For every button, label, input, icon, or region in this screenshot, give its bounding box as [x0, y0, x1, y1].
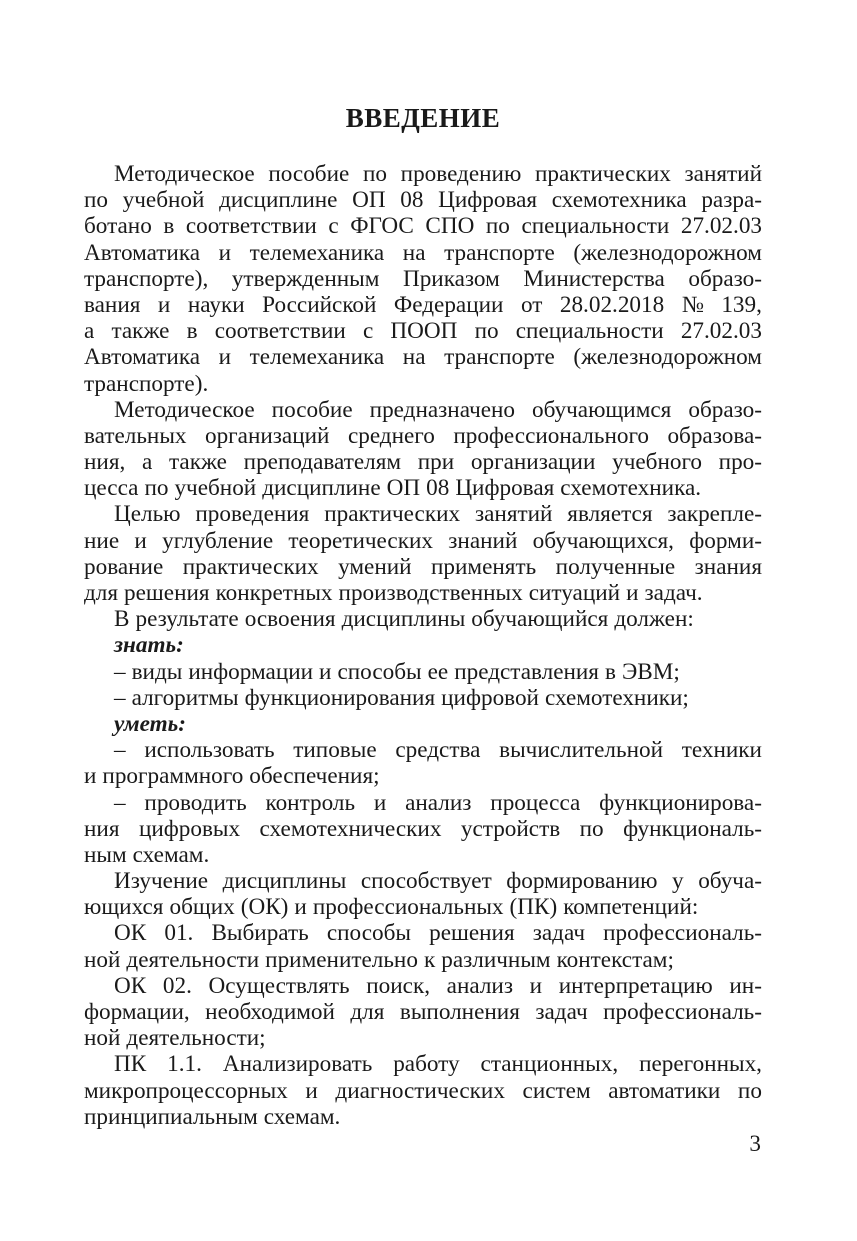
word: Цифровая — [438, 187, 538, 214]
word: – — [114, 658, 126, 685]
word: образо- — [688, 396, 762, 423]
word: схемотехники; — [544, 684, 689, 711]
word: транспорте). — [84, 370, 209, 397]
word: обучающийся — [471, 606, 609, 633]
word: функционирова- — [599, 789, 762, 816]
word: анализ — [405, 789, 472, 816]
word: способствует — [360, 868, 492, 895]
word: (железнодорожном — [573, 239, 762, 266]
word: ее — [427, 658, 449, 685]
word: телемеханика — [249, 239, 385, 266]
word: на — [402, 344, 426, 371]
word: 28.02.2018 — [559, 291, 665, 318]
word: работу — [393, 1051, 460, 1078]
text-line — [84, 842, 762, 868]
word: алгоритмы — [131, 684, 239, 711]
word: профессиональ- — [603, 999, 762, 1025]
word: форми- — [689, 527, 762, 554]
word: задач — [535, 999, 588, 1025]
text-line — [84, 423, 762, 449]
text-line — [84, 187, 762, 213]
word: по — [474, 318, 499, 345]
word: и — [134, 527, 147, 554]
word: (ОК) — [240, 894, 289, 921]
word: а — [141, 449, 153, 476]
word: контроль — [265, 789, 356, 816]
word: (ПК) — [509, 894, 558, 921]
word: должен: — [614, 606, 694, 633]
word: формации, — [84, 999, 190, 1025]
word: проведения — [195, 501, 310, 528]
word: преподавателям — [243, 449, 402, 476]
word: способы — [337, 658, 422, 685]
word: СПО — [425, 213, 475, 240]
text-line — [84, 1078, 762, 1104]
word: цифровой — [441, 684, 539, 711]
word: соответствии — [214, 318, 346, 345]
word: – — [114, 737, 126, 764]
word: 01. — [164, 920, 194, 947]
text-line — [84, 318, 762, 344]
word: ОК — [114, 920, 147, 947]
word: дисциплины — [222, 868, 347, 895]
word: микропроцессорных — [84, 1077, 288, 1104]
word: автоматики — [608, 1077, 721, 1104]
word: Методическое — [114, 396, 255, 423]
word: обуча- — [698, 868, 762, 895]
word: ной — [84, 946, 121, 973]
word: процесса — [490, 789, 581, 816]
word: ин- — [729, 972, 762, 999]
word: результате — [135, 606, 239, 633]
page-number: 3 — [749, 1131, 761, 1157]
word: схемам. — [132, 841, 210, 868]
word: систем — [522, 1077, 591, 1104]
word: использовать — [144, 737, 275, 764]
word: для — [350, 999, 385, 1025]
word: полученные — [555, 553, 676, 580]
word: виды — [131, 658, 183, 685]
word: ной — [84, 1025, 121, 1052]
word: перегонных, — [639, 1051, 762, 1078]
text-line — [84, 920, 762, 946]
word: В — [114, 606, 130, 633]
word: транспорте), — [84, 265, 209, 292]
word: при — [417, 449, 455, 476]
word: теоретических — [288, 527, 433, 554]
word: ния, — [84, 449, 126, 476]
word: дисциплины — [341, 606, 466, 633]
word: техники — [681, 737, 762, 764]
word: углубление — [162, 527, 274, 554]
text-line — [84, 999, 762, 1025]
word: компетенций: — [563, 894, 699, 921]
word: по — [737, 1077, 762, 1104]
word: № — [681, 291, 704, 318]
word: 02. — [162, 972, 192, 999]
text-line — [84, 292, 762, 318]
word: принципиальным — [84, 1103, 258, 1130]
page-title: ВВЕДЕНИЕ — [345, 103, 501, 133]
word: контекстам; — [556, 946, 674, 973]
word: и — [218, 344, 232, 371]
word: также — [168, 449, 227, 476]
word: предназначено — [369, 396, 516, 423]
word: Осуществлять — [208, 972, 350, 999]
word: применять — [431, 553, 537, 580]
word: выполнения — [399, 999, 520, 1025]
word: устройств — [460, 815, 561, 842]
word: профессиональных — [312, 894, 504, 921]
word: Изучение — [114, 868, 209, 895]
word: разра- — [701, 187, 762, 214]
word: функционирования — [244, 684, 436, 711]
word: специальности — [521, 213, 670, 240]
word: учебного — [612, 449, 702, 476]
word: интерпретацию — [558, 972, 713, 999]
word: является — [567, 501, 653, 528]
word: науки — [187, 291, 245, 318]
text-line — [84, 213, 762, 239]
word: освоения — [244, 606, 336, 633]
word: для — [84, 580, 119, 606]
word: Цифровая — [455, 475, 555, 502]
text-line — [84, 659, 762, 685]
text-line — [84, 790, 762, 816]
word: типовые — [293, 737, 377, 764]
word: способы — [326, 920, 411, 947]
word: соответствии — [185, 213, 317, 240]
word: схемотехнических — [259, 815, 442, 842]
word: знаний — [448, 527, 518, 554]
text-line — [84, 606, 762, 632]
word: применительно — [265, 946, 418, 973]
word: ОП — [352, 187, 386, 214]
text-line — [84, 737, 762, 763]
word: деятельности; — [126, 1025, 266, 1052]
document-body — [84, 161, 762, 1130]
word: ЭВМ; — [621, 658, 680, 685]
word: Автоматика — [84, 344, 201, 371]
text-line — [84, 161, 762, 187]
word: ОК — [114, 972, 147, 999]
text-line — [84, 371, 762, 397]
word: схемотехника — [551, 187, 687, 214]
word: производственных — [338, 580, 523, 606]
text-line — [84, 868, 762, 894]
word: диагностических — [335, 1077, 505, 1104]
text-line — [84, 894, 762, 920]
word: пособие — [271, 396, 353, 423]
word: общих — [169, 894, 235, 921]
text-line — [84, 397, 762, 423]
word: ботано — [84, 213, 152, 240]
word: утвержденным — [231, 265, 380, 292]
word: конкретных — [215, 580, 333, 606]
word: практических — [534, 161, 671, 187]
word: Методическое — [114, 161, 255, 187]
text-line — [84, 1104, 762, 1130]
word: практических — [182, 553, 319, 580]
word: знания — [694, 553, 762, 580]
word: Автоматика — [84, 239, 201, 266]
word: ситуаций — [528, 580, 621, 606]
text-line — [84, 1051, 762, 1077]
word: формированию — [506, 868, 658, 895]
word: специальности — [515, 318, 664, 345]
word: программного — [102, 763, 244, 790]
word: ПК — [114, 1051, 147, 1078]
word: по — [144, 475, 169, 502]
word: ние — [84, 527, 120, 554]
word: проведению — [400, 161, 522, 187]
word: и — [84, 763, 97, 790]
word: вычислительной — [499, 737, 663, 764]
word: ФГОС — [350, 213, 414, 240]
word: по — [84, 187, 109, 214]
word: задач — [532, 920, 586, 947]
word: в — [186, 318, 198, 345]
word: и — [305, 1077, 318, 1104]
text-line — [84, 501, 762, 527]
word: функциональ- — [623, 815, 762, 842]
text-line — [84, 475, 762, 501]
word: по — [485, 213, 510, 240]
word: Целью — [114, 501, 181, 528]
word: Российской — [262, 291, 377, 318]
text-line — [84, 528, 762, 554]
word: образова- — [667, 422, 762, 449]
word: информации — [188, 658, 314, 685]
word: и — [529, 972, 543, 999]
word: – — [114, 684, 126, 711]
word: дисциплине — [219, 187, 338, 214]
word: а — [84, 318, 95, 345]
word: также — [111, 318, 170, 345]
word: Министерства — [523, 265, 665, 292]
word: Выбирать — [211, 920, 309, 947]
word: ным — [84, 841, 127, 868]
word: от — [520, 291, 543, 318]
word: учебной — [174, 475, 257, 502]
word: и — [157, 291, 171, 318]
word: пособие — [268, 161, 350, 187]
word: в — [163, 213, 175, 240]
word: среднего — [347, 422, 435, 449]
word: профессионального — [453, 422, 649, 449]
text-line — [84, 344, 762, 370]
word: ния — [84, 815, 120, 842]
word: организаций — [204, 422, 330, 449]
word: и — [373, 789, 387, 816]
word: проводить — [144, 789, 247, 816]
text-line — [84, 240, 762, 266]
word: (железнодорожном — [573, 344, 762, 371]
word: деятельности — [126, 946, 260, 973]
word: обеспечения; — [249, 763, 380, 790]
word: учебной — [122, 187, 205, 214]
word: решения — [124, 580, 210, 606]
text-line — [84, 763, 762, 789]
word: знать: — [114, 632, 184, 659]
word: занятий — [684, 161, 762, 187]
word: с — [328, 213, 339, 240]
word: различным — [441, 946, 551, 973]
text-line — [84, 449, 762, 475]
word: 1.1. — [167, 1051, 202, 1078]
word: обучающимся — [532, 396, 672, 423]
word: представления — [454, 658, 599, 685]
word: организации — [470, 449, 596, 476]
text-line — [84, 973, 762, 999]
word: и — [218, 239, 232, 266]
text-line — [84, 266, 762, 292]
word: умений — [338, 553, 412, 580]
word: задач. — [644, 580, 703, 606]
word: закрепле- — [667, 501, 762, 528]
word: необходимой — [205, 999, 335, 1025]
word: и — [626, 580, 639, 606]
word: вания — [84, 291, 141, 318]
word: по — [362, 161, 387, 187]
word: поиск, — [366, 972, 430, 999]
word: транспорте — [444, 344, 555, 371]
word: дисциплине — [262, 475, 381, 502]
word: средства — [395, 737, 481, 764]
word: в — [604, 658, 616, 685]
word: ОП — [386, 475, 421, 502]
word: на — [402, 239, 426, 266]
word: обучающихся, — [532, 527, 674, 554]
word: профессиональ- — [603, 920, 762, 947]
word: 139, — [721, 291, 762, 318]
word: станционных, — [480, 1051, 619, 1078]
text-line — [84, 685, 762, 711]
word: рование — [84, 553, 164, 580]
word: анализ — [446, 972, 513, 999]
word: цифровых — [138, 815, 241, 842]
word: транспорте — [444, 239, 555, 266]
word: вательных — [84, 422, 187, 449]
word: к — [423, 946, 436, 973]
word: и — [294, 894, 307, 921]
word: практических — [324, 501, 461, 528]
word: 08 — [426, 475, 450, 502]
word: уметь: — [114, 710, 186, 737]
document-page — [84, 98, 762, 1130]
word: образо- — [688, 265, 762, 292]
text-line — [84, 1025, 762, 1051]
word: с — [362, 318, 374, 345]
text-line — [84, 947, 762, 973]
word: по — [579, 815, 604, 842]
word: 27.02.03 — [680, 318, 762, 345]
word: Приказом — [402, 265, 500, 292]
text-line — [84, 554, 762, 580]
section-heading — [84, 711, 762, 737]
word: занятий — [474, 501, 553, 528]
word: – — [114, 789, 126, 816]
word: 27.02.03 — [680, 213, 762, 240]
word: и — [319, 658, 332, 685]
text-line — [84, 580, 762, 606]
word: Федерации — [393, 291, 504, 318]
text-line — [84, 816, 762, 842]
word: решения — [429, 920, 515, 947]
word: у — [672, 868, 684, 895]
word: телемеханика — [249, 344, 385, 371]
word: 08 — [400, 187, 424, 214]
word: цесса — [84, 475, 139, 502]
word: про- — [718, 449, 762, 476]
section-heading — [84, 632, 762, 658]
word: ПООП — [390, 318, 458, 345]
word: ющихся — [84, 894, 164, 921]
word: Анализировать — [222, 1051, 373, 1078]
word: схемотехника. — [560, 475, 702, 502]
word: схемам. — [263, 1103, 341, 1130]
